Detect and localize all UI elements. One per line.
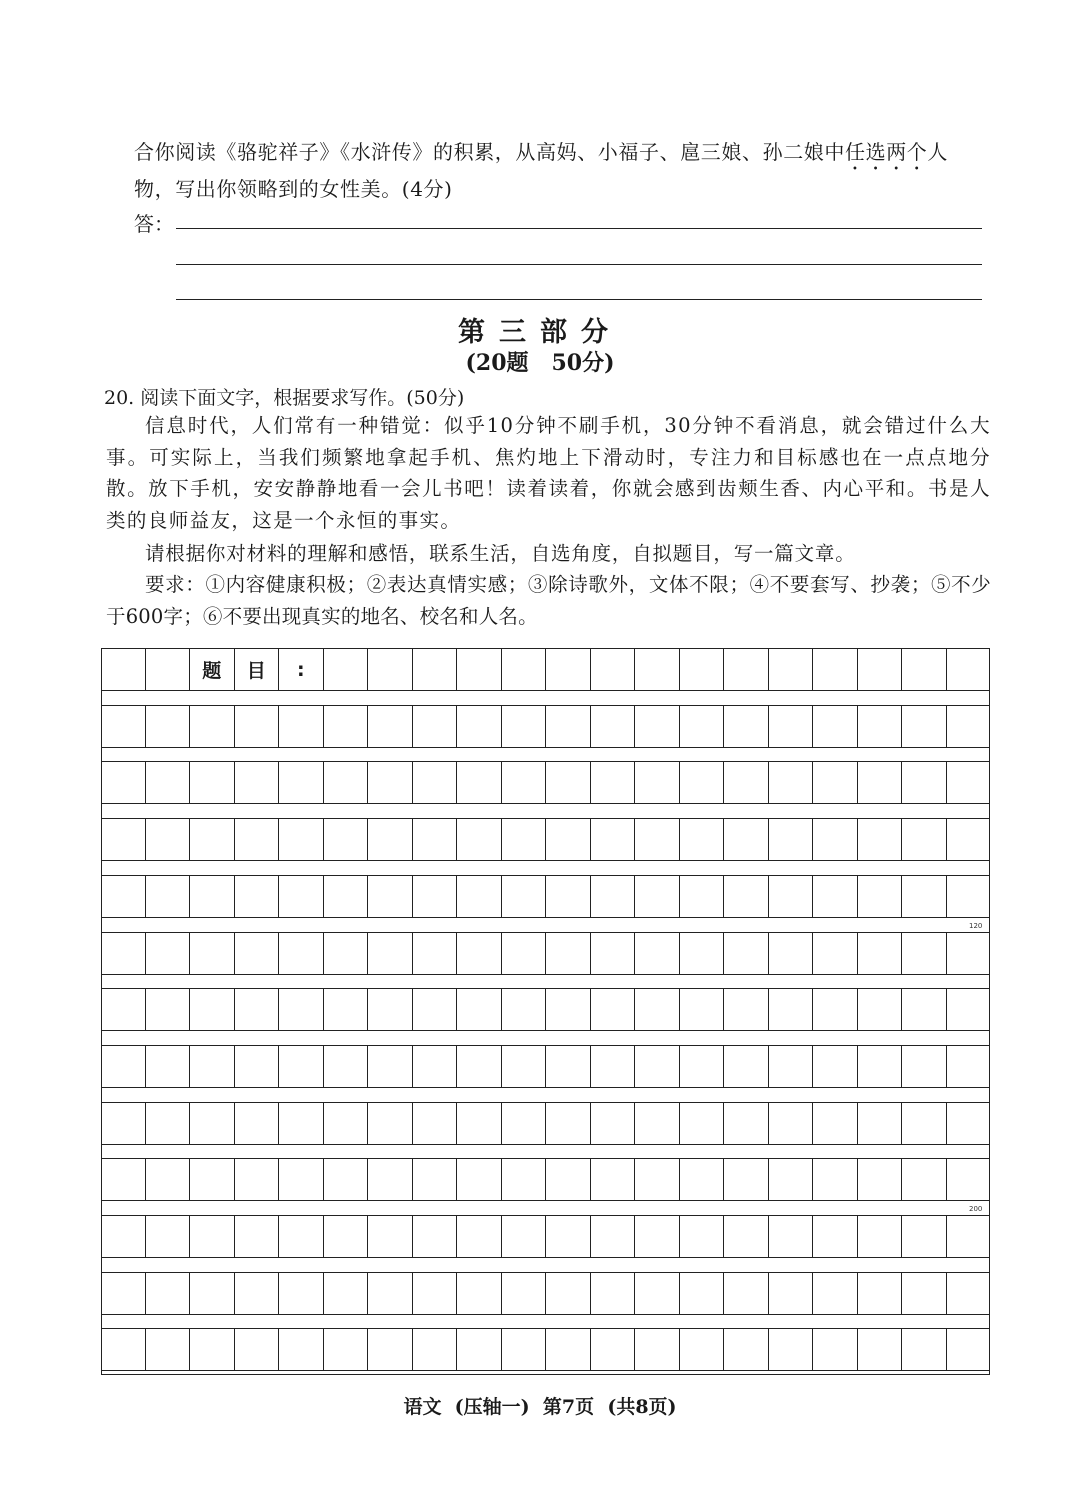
grid-cell[interactable] bbox=[947, 1273, 991, 1314]
grid-cell[interactable] bbox=[546, 1046, 591, 1087]
grid-cell[interactable] bbox=[769, 933, 814, 974]
grid-cell[interactable] bbox=[947, 1159, 991, 1200]
grid-cell[interactable] bbox=[190, 1216, 235, 1257]
grid-cell[interactable] bbox=[635, 649, 680, 690]
grid-cell[interactable]: : bbox=[279, 649, 324, 690]
grid-cell[interactable] bbox=[680, 933, 725, 974]
grid-cell[interactable] bbox=[947, 706, 991, 747]
grid-cell[interactable] bbox=[546, 989, 591, 1030]
grid-cell[interactable] bbox=[324, 1273, 369, 1314]
grid-cell[interactable] bbox=[146, 1103, 191, 1144]
grid-cell[interactable] bbox=[502, 706, 547, 747]
grid-cell[interactable] bbox=[457, 762, 502, 803]
grid-cell[interactable] bbox=[457, 1329, 502, 1370]
grid-cell[interactable] bbox=[235, 989, 280, 1030]
grid-cell[interactable] bbox=[457, 876, 502, 917]
grid-cell[interactable] bbox=[279, 1159, 324, 1200]
grid-cell[interactable] bbox=[635, 1273, 680, 1314]
grid-row bbox=[101, 1215, 990, 1258]
grid-row bbox=[101, 1045, 990, 1088]
grid-cell[interactable] bbox=[101, 1216, 146, 1257]
question-19-line-1 bbox=[134, 136, 948, 175]
grid-cell[interactable] bbox=[635, 706, 680, 747]
grid-cell[interactable] bbox=[635, 1329, 680, 1370]
grid-cell[interactable] bbox=[680, 1103, 725, 1144]
grid-cell[interactable] bbox=[146, 706, 191, 747]
grid-cell[interactable] bbox=[724, 1046, 769, 1087]
grid-cell[interactable] bbox=[724, 1273, 769, 1314]
grid-cell[interactable] bbox=[858, 649, 903, 690]
grid-cell[interactable] bbox=[858, 1046, 903, 1087]
grid-cell[interactable] bbox=[591, 706, 636, 747]
grid-cell[interactable] bbox=[146, 989, 191, 1030]
grid-cell[interactable] bbox=[502, 1273, 547, 1314]
grid-cell[interactable] bbox=[190, 989, 235, 1030]
grid-cell[interactable] bbox=[769, 1216, 814, 1257]
grid-cell[interactable] bbox=[190, 1103, 235, 1144]
grid-cell[interactable] bbox=[502, 1159, 547, 1200]
grid-cell[interactable] bbox=[368, 649, 413, 690]
grid-cell[interactable] bbox=[546, 1159, 591, 1200]
grid-cell[interactable] bbox=[858, 819, 903, 860]
grid-cell[interactable]: 题 bbox=[190, 649, 235, 690]
grid-cell[interactable] bbox=[769, 1329, 814, 1370]
grid-cell[interactable] bbox=[769, 989, 814, 1030]
grid-cell[interactable] bbox=[190, 819, 235, 860]
grid-cell[interactable] bbox=[724, 819, 769, 860]
grid-cell[interactable] bbox=[635, 989, 680, 1030]
grid-cell[interactable] bbox=[146, 762, 191, 803]
q19-text-a: 合你阅读《骆驼祥子》《水浒传》的积累，从高妈、小福子、扈三娘、孙二娘中 bbox=[134, 140, 845, 164]
grid-cell[interactable] bbox=[146, 649, 191, 690]
section-title: 第三部分 bbox=[458, 317, 622, 348]
grid-cell[interactable] bbox=[413, 1046, 458, 1087]
writing-requirements: 要求：①内容健康积极；②表达真情实感；③除诗歌外，文体不限；④不要套写、抄袭；⑤不少于600字；⑥不要出现真实的地名、校名和人名。 bbox=[106, 573, 991, 628]
grid-cell[interactable] bbox=[902, 1329, 947, 1370]
grid-cell[interactable] bbox=[902, 1103, 947, 1144]
grid-cell[interactable]: 目 bbox=[235, 649, 280, 690]
grid-cell[interactable] bbox=[279, 876, 324, 917]
grid-row bbox=[101, 1328, 990, 1371]
grid-cell[interactable] bbox=[769, 1103, 814, 1144]
grid-cell[interactable] bbox=[724, 1329, 769, 1370]
answer-label: 答： bbox=[134, 212, 174, 236]
grid-cell[interactable] bbox=[591, 1159, 636, 1200]
grid-cell[interactable] bbox=[947, 876, 991, 917]
grid-cell[interactable] bbox=[947, 1216, 991, 1257]
grid-cell[interactable] bbox=[769, 1273, 814, 1314]
grid-cell[interactable] bbox=[902, 876, 947, 917]
grid-cell[interactable] bbox=[724, 989, 769, 1030]
grid-cell[interactable] bbox=[502, 1046, 547, 1087]
grid-cell[interactable] bbox=[858, 1103, 903, 1144]
grid-cell[interactable] bbox=[324, 762, 369, 803]
grid-cell[interactable] bbox=[902, 1273, 947, 1314]
grid-cell[interactable] bbox=[279, 933, 324, 974]
grid-row bbox=[101, 818, 990, 861]
grid-cell[interactable] bbox=[635, 819, 680, 860]
grid-cell[interactable] bbox=[502, 1103, 547, 1144]
grid-cell[interactable] bbox=[502, 819, 547, 860]
grid-row bbox=[101, 988, 990, 1031]
grid-cell[interactable] bbox=[368, 1216, 413, 1257]
emphasis-dotted-text: 任选两个 bbox=[845, 140, 928, 164]
grid-cell[interactable] bbox=[235, 1216, 280, 1257]
grid-cell[interactable] bbox=[591, 1046, 636, 1087]
grid-cell[interactable] bbox=[190, 1046, 235, 1087]
grid-cell[interactable] bbox=[368, 933, 413, 974]
grid-cell[interactable] bbox=[146, 1216, 191, 1257]
grid-row bbox=[101, 705, 990, 748]
q19-text-b: 人 bbox=[927, 140, 949, 164]
grid-cell[interactable] bbox=[235, 876, 280, 917]
grid-cell[interactable] bbox=[235, 1329, 280, 1370]
grid-cell[interactable] bbox=[235, 762, 280, 803]
writing-material: 信息时代，人们常有一种错觉：似乎10分钟不刷手机，30分钟不看消息，就会错过什么大事。可实际上，当我们频繁地拿起手机、焦灼地上下滑动时，专注力和目标感也在一点点地分散。放下手机，安安静静地看一会儿书吧！读着读着，你就会感到齿颊生香、内心平和。书是人类的良师益友，这是一个永恒的事实。 bbox=[106, 414, 991, 532]
grid-cell[interactable] bbox=[813, 876, 858, 917]
grid-row bbox=[101, 761, 990, 804]
grid-cell[interactable] bbox=[769, 1046, 814, 1087]
grid-cell[interactable] bbox=[591, 1273, 636, 1314]
grid-cell[interactable] bbox=[813, 1103, 858, 1144]
grid-cell[interactable] bbox=[813, 989, 858, 1030]
grid-cell[interactable] bbox=[813, 1329, 858, 1370]
grid-cell[interactable] bbox=[413, 819, 458, 860]
grid-cell[interactable] bbox=[368, 989, 413, 1030]
grid-cell[interactable] bbox=[279, 706, 324, 747]
grid-cell[interactable] bbox=[858, 876, 903, 917]
grid-cell[interactable] bbox=[947, 649, 991, 690]
grid-cell[interactable] bbox=[858, 1216, 903, 1257]
grid-cell[interactable] bbox=[324, 1216, 369, 1257]
grid-cell[interactable] bbox=[368, 1103, 413, 1144]
grid-cell[interactable] bbox=[101, 876, 146, 917]
grid-cell[interactable] bbox=[635, 1159, 680, 1200]
grid-cell[interactable] bbox=[947, 819, 991, 860]
grid-cell[interactable] bbox=[146, 1159, 191, 1200]
grid-cell[interactable] bbox=[368, 762, 413, 803]
grid-cell[interactable] bbox=[146, 1273, 191, 1314]
grid-cell[interactable] bbox=[902, 933, 947, 974]
grid-cell[interactable] bbox=[546, 819, 591, 860]
grid-cell[interactable] bbox=[813, 649, 858, 690]
grid-cell[interactable] bbox=[947, 1103, 991, 1144]
grid-cell[interactable] bbox=[368, 1046, 413, 1087]
grid-cell[interactable] bbox=[324, 876, 369, 917]
grid-cell[interactable] bbox=[457, 1159, 502, 1200]
grid-cell[interactable] bbox=[546, 1216, 591, 1257]
grid-cell[interactable] bbox=[457, 989, 502, 1030]
answer-line-1[interactable] bbox=[176, 228, 982, 229]
grid-cell[interactable] bbox=[769, 706, 814, 747]
grid-cell[interactable] bbox=[724, 762, 769, 803]
grid-cell[interactable] bbox=[457, 933, 502, 974]
grid-cell[interactable] bbox=[769, 762, 814, 803]
grid-cell[interactable] bbox=[146, 876, 191, 917]
grid-cell[interactable] bbox=[413, 706, 458, 747]
grid-cell[interactable] bbox=[413, 1159, 458, 1200]
grid-cell[interactable] bbox=[279, 819, 324, 860]
grid-cell[interactable] bbox=[502, 989, 547, 1030]
grid-cell[interactable] bbox=[680, 989, 725, 1030]
grid-cell[interactable] bbox=[502, 1216, 547, 1257]
grid-cell[interactable] bbox=[101, 1273, 146, 1314]
grid-cell[interactable] bbox=[947, 933, 991, 974]
grid-cell[interactable] bbox=[413, 1216, 458, 1257]
grid-cell[interactable] bbox=[279, 1329, 324, 1370]
grid-cell[interactable] bbox=[858, 1273, 903, 1314]
grid-cell[interactable] bbox=[813, 819, 858, 860]
grid-row bbox=[101, 1272, 990, 1315]
grid-row bbox=[101, 1102, 990, 1145]
grid-row bbox=[101, 932, 990, 975]
grid-cell[interactable] bbox=[413, 762, 458, 803]
grid-cell[interactable] bbox=[947, 1046, 991, 1087]
grid-cell[interactable] bbox=[591, 649, 636, 690]
grid-cell[interactable] bbox=[101, 1329, 146, 1370]
section-subtitle: (20题 50分) bbox=[465, 350, 615, 376]
grid-cell[interactable] bbox=[813, 933, 858, 974]
grid-cell[interactable] bbox=[591, 1329, 636, 1370]
grid-cell[interactable] bbox=[591, 876, 636, 917]
grid-cell[interactable] bbox=[502, 876, 547, 917]
grid-cell[interactable] bbox=[146, 1046, 191, 1087]
grid-cell[interactable] bbox=[324, 989, 369, 1030]
grid-cell[interactable] bbox=[457, 706, 502, 747]
grid-cell[interactable] bbox=[413, 649, 458, 690]
grid-cell[interactable] bbox=[279, 1273, 324, 1314]
grid-cell[interactable] bbox=[457, 819, 502, 860]
grid-cell[interactable] bbox=[101, 933, 146, 974]
grid-cell[interactable] bbox=[324, 1329, 369, 1370]
grid-cell[interactable] bbox=[902, 1216, 947, 1257]
question-19-line-2: 物，写出你领略到的女性美。(4分) bbox=[134, 177, 453, 201]
grid-cell[interactable] bbox=[591, 819, 636, 860]
grid-cell[interactable] bbox=[813, 1216, 858, 1257]
grid-cell[interactable] bbox=[813, 1159, 858, 1200]
grid-cell[interactable] bbox=[769, 876, 814, 917]
grid-cell[interactable] bbox=[680, 649, 725, 690]
grid-cell[interactable] bbox=[190, 762, 235, 803]
grid-cell[interactable] bbox=[235, 933, 280, 974]
grid-cell[interactable] bbox=[769, 1159, 814, 1200]
grid-cell[interactable] bbox=[324, 649, 369, 690]
grid-cell[interactable] bbox=[813, 762, 858, 803]
grid-cell[interactable] bbox=[858, 1159, 903, 1200]
grid-cell[interactable] bbox=[858, 989, 903, 1030]
writing-instruction: 请根据你对材料的理解和感悟，联系生活，自选角度，自拟题目，写一篇文章。 bbox=[145, 542, 856, 565]
grid-row bbox=[101, 1158, 990, 1201]
grid-cell[interactable] bbox=[680, 1329, 725, 1370]
question-20-heading: 20. 阅读下面文字，根据要求写作。(50分) bbox=[104, 387, 465, 409]
grid-cell[interactable] bbox=[724, 933, 769, 974]
grid-cell[interactable] bbox=[279, 762, 324, 803]
grid-cell[interactable] bbox=[235, 1159, 280, 1200]
grid-cell[interactable] bbox=[635, 1103, 680, 1144]
grid-cell[interactable] bbox=[680, 1159, 725, 1200]
grid-cell[interactable] bbox=[457, 1046, 502, 1087]
grid-cell[interactable] bbox=[101, 649, 146, 690]
grid-cell[interactable] bbox=[457, 649, 502, 690]
grid-cell[interactable] bbox=[502, 762, 547, 803]
grid-cell[interactable] bbox=[502, 649, 547, 690]
page-footer: 语文 (压轴一) 第7页 (共8页) bbox=[403, 1396, 677, 1418]
grid-cell[interactable] bbox=[101, 989, 146, 1030]
grid-cell[interactable] bbox=[680, 1046, 725, 1087]
grid-cell[interactable] bbox=[279, 989, 324, 1030]
grid-cell[interactable] bbox=[413, 1329, 458, 1370]
grid-cell[interactable] bbox=[413, 876, 458, 917]
word-count-mark-120: 120 bbox=[969, 922, 983, 930]
grid-cell[interactable] bbox=[858, 762, 903, 803]
grid-cell[interactable] bbox=[724, 1103, 769, 1144]
grid-cell[interactable] bbox=[413, 933, 458, 974]
grid-cell[interactable] bbox=[101, 1103, 146, 1144]
grid-cell[interactable] bbox=[591, 933, 636, 974]
grid-cell[interactable] bbox=[146, 819, 191, 860]
grid-cell[interactable] bbox=[635, 933, 680, 974]
grid-cell[interactable] bbox=[635, 1216, 680, 1257]
grid-row bbox=[101, 648, 990, 691]
grid-cell[interactable] bbox=[279, 1103, 324, 1144]
grid-cell[interactable] bbox=[680, 819, 725, 860]
grid-cell[interactable] bbox=[324, 933, 369, 974]
grid-cell[interactable] bbox=[279, 1216, 324, 1257]
grid-cell[interactable] bbox=[190, 1273, 235, 1314]
grid-row bbox=[101, 875, 990, 918]
grid-cell[interactable] bbox=[680, 706, 725, 747]
grid-cell[interactable] bbox=[902, 819, 947, 860]
grid-cell[interactable] bbox=[368, 1273, 413, 1314]
grid-cell[interactable] bbox=[546, 933, 591, 974]
grid-cell[interactable] bbox=[546, 876, 591, 917]
grid-cell[interactable] bbox=[368, 1329, 413, 1370]
grid-cell[interactable] bbox=[680, 762, 725, 803]
grid-cell[interactable] bbox=[457, 1273, 502, 1314]
grid-cell[interactable] bbox=[146, 933, 191, 974]
grid-cell[interactable] bbox=[546, 1103, 591, 1144]
grid-cell[interactable] bbox=[368, 706, 413, 747]
grid-cell[interactable] bbox=[858, 933, 903, 974]
grid-cell[interactable] bbox=[591, 1103, 636, 1144]
grid-cell[interactable] bbox=[635, 762, 680, 803]
grid-cell[interactable] bbox=[635, 1046, 680, 1087]
grid-cell[interactable] bbox=[858, 1329, 903, 1370]
grid-cell[interactable] bbox=[101, 819, 146, 860]
grid-cell[interactable] bbox=[902, 1046, 947, 1087]
grid-cell[interactable] bbox=[813, 1273, 858, 1314]
grid-cell[interactable] bbox=[324, 1159, 369, 1200]
grid-cell[interactable] bbox=[546, 1329, 591, 1370]
grid-cell[interactable] bbox=[947, 1329, 991, 1370]
grid-cell[interactable] bbox=[769, 649, 814, 690]
grid-cell[interactable] bbox=[858, 706, 903, 747]
grid-cell[interactable] bbox=[769, 819, 814, 860]
grid-cell[interactable] bbox=[324, 1103, 369, 1144]
grid-cell[interactable] bbox=[502, 933, 547, 974]
grid-cell[interactable] bbox=[235, 819, 280, 860]
grid-cell[interactable] bbox=[190, 1159, 235, 1200]
grid-cell[interactable] bbox=[546, 762, 591, 803]
grid-cell[interactable] bbox=[635, 876, 680, 917]
grid-cell[interactable] bbox=[235, 1273, 280, 1314]
grid-cell[interactable] bbox=[680, 1273, 725, 1314]
grid-cell[interactable] bbox=[680, 876, 725, 917]
grid-cell[interactable] bbox=[724, 876, 769, 917]
grid-cell[interactable] bbox=[902, 706, 947, 747]
grid-cell[interactable] bbox=[190, 706, 235, 747]
grid-cell[interactable] bbox=[324, 706, 369, 747]
grid-cell[interactable] bbox=[190, 933, 235, 974]
grid-cell[interactable] bbox=[235, 706, 280, 747]
grid-cell[interactable] bbox=[591, 762, 636, 803]
grid-cell[interactable] bbox=[101, 706, 146, 747]
grid-cell[interactable] bbox=[591, 1216, 636, 1257]
grid-cell[interactable] bbox=[324, 819, 369, 860]
grid-cell[interactable] bbox=[324, 1046, 369, 1087]
grid-cell[interactable] bbox=[368, 819, 413, 860]
grid-cell[interactable] bbox=[902, 762, 947, 803]
grid-cell[interactable] bbox=[724, 706, 769, 747]
grid-cell[interactable] bbox=[413, 989, 458, 1030]
grid-cell[interactable] bbox=[101, 1159, 146, 1200]
grid-cell[interactable] bbox=[235, 1046, 280, 1087]
grid-cell[interactable] bbox=[902, 649, 947, 690]
grid-cell[interactable] bbox=[813, 706, 858, 747]
grid-cell[interactable] bbox=[502, 1329, 547, 1370]
grid-cell[interactable] bbox=[413, 1273, 458, 1314]
grid-cell[interactable] bbox=[457, 1216, 502, 1257]
grid-cell[interactable] bbox=[190, 876, 235, 917]
grid-cell[interactable] bbox=[279, 1046, 324, 1087]
grid-cell[interactable] bbox=[724, 1216, 769, 1257]
grid-cell[interactable] bbox=[190, 1329, 235, 1370]
grid-cell[interactable] bbox=[724, 649, 769, 690]
grid-cell[interactable] bbox=[591, 989, 636, 1030]
grid-cell[interactable] bbox=[902, 1159, 947, 1200]
word-count-mark-200: 200 bbox=[969, 1205, 983, 1213]
grid-cell[interactable] bbox=[813, 1046, 858, 1087]
grid-cell[interactable] bbox=[146, 1329, 191, 1370]
grid-cell[interactable] bbox=[413, 1103, 458, 1144]
grid-cell[interactable] bbox=[457, 1103, 502, 1144]
grid-cell[interactable] bbox=[680, 1216, 725, 1257]
grid-cell[interactable] bbox=[368, 876, 413, 917]
grid-cell[interactable] bbox=[546, 706, 591, 747]
answer-line-3[interactable] bbox=[176, 299, 982, 300]
grid-cell[interactable] bbox=[235, 1103, 280, 1144]
grid-cell[interactable] bbox=[368, 1159, 413, 1200]
grid-cell[interactable] bbox=[947, 989, 991, 1030]
grid-cell[interactable] bbox=[902, 989, 947, 1030]
grid-cell[interactable] bbox=[546, 649, 591, 690]
grid-cell[interactable] bbox=[546, 1273, 591, 1314]
grid-cell[interactable] bbox=[947, 762, 991, 803]
grid-cell[interactable] bbox=[724, 1159, 769, 1200]
grid-cell[interactable] bbox=[101, 762, 146, 803]
grid-cell[interactable] bbox=[101, 1046, 146, 1087]
answer-line-2[interactable] bbox=[176, 264, 982, 265]
